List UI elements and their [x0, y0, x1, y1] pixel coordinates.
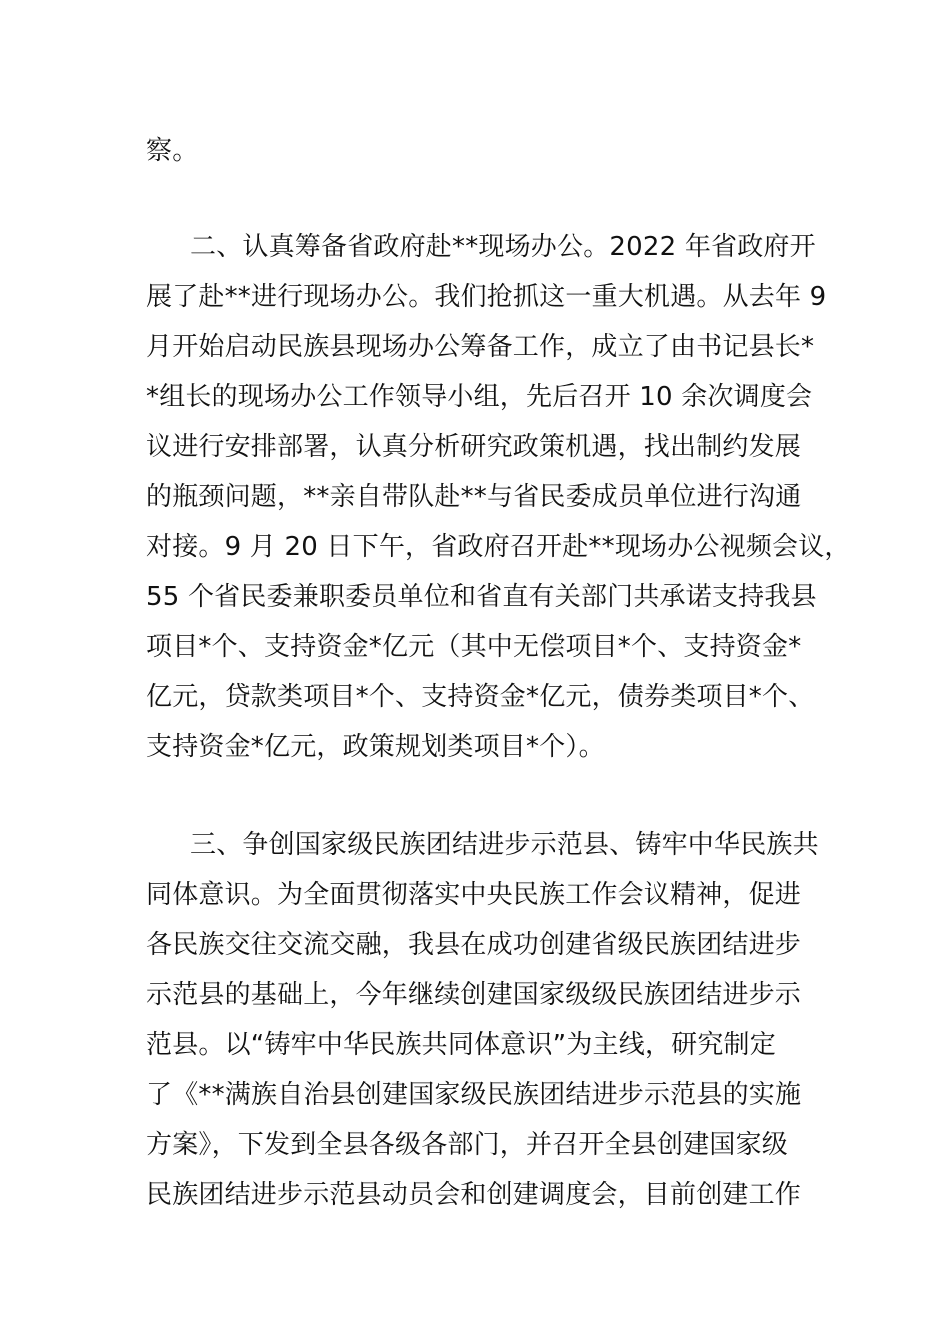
section-2-heading-line: 二、认真筹备省政府赴**现场办公。2022 年省政府开 [190, 232, 816, 262]
text-line: 了《**满族自治县创建国家级民族团结进步示范县的实施 [146, 1080, 802, 1110]
text-line: 55 个省民委兼职委员单位和省直有关部门共承诺支持我县 [146, 582, 817, 612]
text-line: 月开始启动民族县现场办公筹备工作，成立了由书记县长* [146, 332, 815, 362]
text-line: 展了赴**进行现场办公。我们抢抓这一重大机遇。从去年 9 [146, 282, 827, 312]
text-line: 议进行安排部署，认真分析研究政策机遇，找出制约发展 [146, 432, 802, 462]
text-line: *组长的现场办公工作领导小组，先后召开 10 余次调度会 [146, 382, 813, 412]
section-3-heading-line: 三、争创国家级民族团结进步示范县、铸牢中华民族共 [190, 830, 819, 860]
text-line: 同体意识。为全面贯彻落实中央民族工作会议精神，促进 [146, 880, 802, 910]
text-line: 民族团结进步示范县动员会和创建调度会，目前创建工作 [146, 1180, 802, 1210]
text-line: 的瓶颈问题，**亲自带队赴**与省民委成员单位进行沟通 [146, 482, 802, 512]
text-line: 察。 [146, 136, 199, 166]
text-line: 范县。以“铸牢中华民族共同体意识”为主线，研究制定 [146, 1030, 776, 1060]
text-line: 项目*个、支持资金*亿元（其中无偿项目*个、支持资金* [146, 632, 802, 662]
text-line: 示范县的基础上，今年继续创建国家级级民族团结进步示 [146, 980, 802, 1010]
text-line: 各民族交往交流交融，我县在成功创建省级民族团结进步 [146, 930, 802, 960]
text-line: 对接。9 月 20 日下午，省政府召开赴**现场办公视频会议， [146, 532, 851, 562]
text-line: 方案》，下发到全县各级各部门，并召开全县创建国家级 [146, 1130, 789, 1160]
text-line: 支持资金*亿元，政策规划类项目*个）。 [146, 732, 605, 762]
text-line: 亿元，贷款类项目*个、支持资金*亿元，债券类项目*个、 [146, 682, 815, 712]
